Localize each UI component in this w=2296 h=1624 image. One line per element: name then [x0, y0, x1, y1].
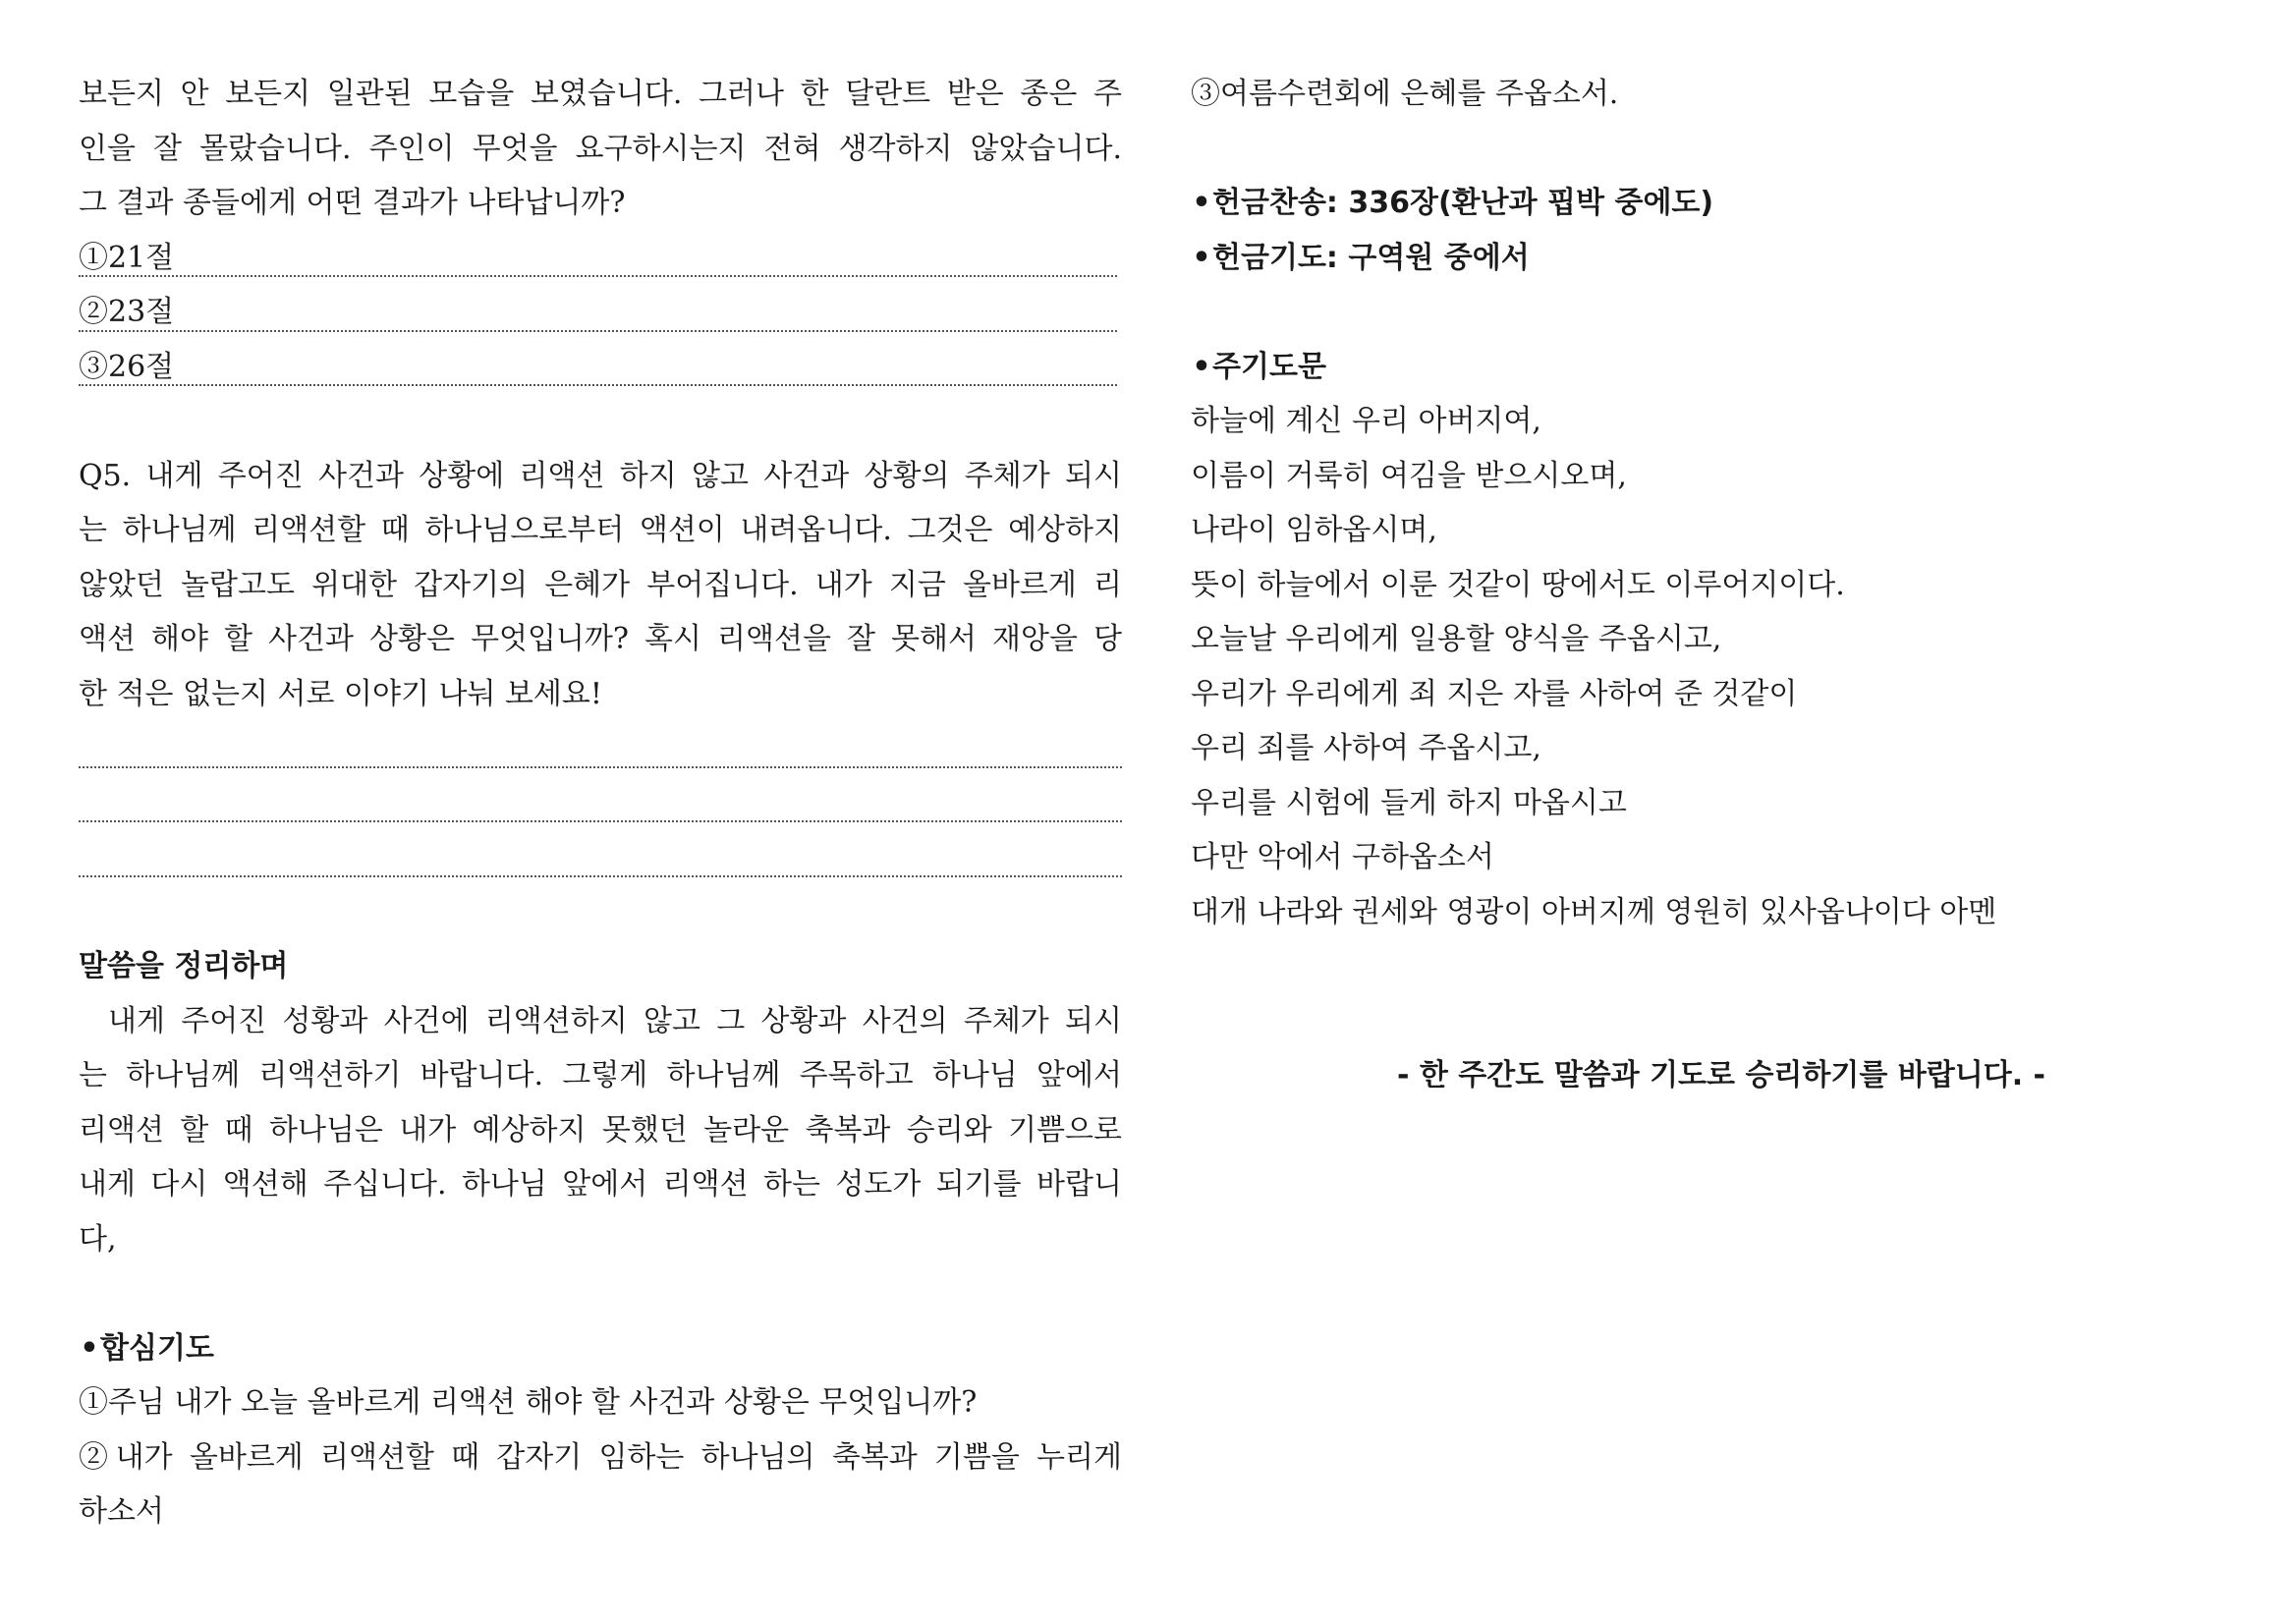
q5-line: 않았던 놀랍고도 위대한 갑자기의 은혜가 부어집니다. 내가 지금 올바르게 리 [79, 567, 1122, 602]
answer-line-23[interactable] [79, 285, 1117, 340]
lords-prayer-line: 나라이 임하옵시며, [1191, 513, 1437, 547]
summary-line: 내게 다시 액션해 주십니다. 하나님 앞에서 리액션 하는 성도가 되기를 바랍니 [79, 1167, 1122, 1202]
spacer [79, 394, 1122, 449]
discussion-line[interactable] [79, 721, 1122, 776]
q5-line: 는 하나님께 리액션할 때 하나님으로부터 액션이 내려옵니다. 그것은 예상하지 [79, 513, 1122, 547]
answer-label: ①21절 [79, 240, 175, 275]
spacer [1191, 285, 2252, 340]
offering-hymn-label: 헌금찬송: 336장(환난과 핍박 중에도) [1212, 186, 1714, 220]
lords-prayer-line: 뜻이 하늘에서 이룬 것같이 땅에서도 이루어지이다. [1191, 567, 1845, 602]
discussion-line[interactable] [79, 830, 1122, 885]
q5-line: 액션 해야 할 사건과 상황은 무엇입니까? 혹시 리액션을 잘 못해서 재앙을 당 [79, 622, 1122, 656]
summary-heading: 말씀을 정리하며 [79, 949, 289, 983]
prayer-heading [79, 1321, 1122, 1376]
lords-prayer-line: 우리가 우리에게 죄 지은 자를 사하여 준 것같이 [1191, 676, 1798, 711]
lords-prayer-line: 우리를 시험에 들게 하지 마옵시고 [1191, 785, 1627, 820]
spacer [1191, 994, 2252, 1049]
lords-prayer-heading-label: 주기도문 [1212, 349, 1326, 384]
left-column [79, 67, 1122, 1540]
right-column [1191, 67, 2252, 1103]
summary-line: 다, [79, 1221, 117, 1257]
lords-prayer-line: 다만 악에서 구하옵소서 [1191, 840, 1494, 874]
bullet-icon: • [80, 1330, 99, 1366]
intro-line: 그 결과 종들에게 어떤 결과가 나타납니까? [79, 186, 626, 220]
prayer-line: 하소서 [79, 1494, 164, 1529]
lords-prayer-line: 오늘날 우리에게 일용할 양식을 주옵시고, [1191, 622, 1722, 656]
lords-prayer-line: 우리 죄를 사하여 주옵시고, [1191, 731, 1541, 765]
discussion-line[interactable] [79, 776, 1122, 831]
summary-line: 는 하나님께 리액션하기 바랍니다. 그렇게 하나님께 주목하고 하나님 앞에서 [79, 1058, 1122, 1092]
answer-label: ③26절 [79, 349, 175, 384]
q5-line: 한 적은 없는지 서로 이야기 나눠 보세요! [79, 676, 602, 711]
lords-prayer-line: 대개 나라와 권세와 영광이 아버지께 영원히 있사옵나이다 아멘 [1191, 894, 1997, 929]
lords-prayer-heading [1191, 340, 2252, 395]
spacer [79, 1266, 1122, 1321]
spacer [1191, 939, 2252, 994]
prayer-line: ③여름수련회에 은혜를 주옵소서. [1191, 77, 1619, 111]
answer-label: ②23절 [79, 295, 175, 329]
answer-line-26[interactable] [79, 340, 1117, 395]
lords-prayer-line: 이름이 거룩히 여김을 받으시오며, [1191, 458, 1627, 493]
offering-hymn [1191, 176, 2252, 231]
q5-line: Q5. 내게 주어진 사건과 상황에 리액션 하지 않고 사건과 상황의 주체가 되시 [79, 458, 1122, 493]
answer-line-21[interactable] [79, 231, 1117, 286]
closing-message: - 한 주간도 말씀과 기도로 승리하기를 바랍니다. - [1396, 1058, 2046, 1092]
bullet-icon: • [1192, 186, 1211, 220]
spacer [1191, 122, 2252, 177]
offering-prayer [1191, 231, 2252, 286]
intro-line: 보든지 안 보든지 일관된 모습을 보였습니다. 그러나 한 달란트 받은 종은 주 [79, 77, 1122, 111]
summary-line: 리액션 할 때 하나님은 내가 예상하지 못했던 놀라운 축복과 승리와 기쁨으로 [79, 1112, 1122, 1148]
summary-line: 내게 주어진 성황과 사건에 리액션하지 않고 그 상황과 사건의 주체가 되시 [108, 1003, 1122, 1038]
offering-prayer-label: 헌금기도: 구역원 중에서 [1212, 240, 1530, 275]
lords-prayer-line: 하늘에 계신 우리 아버지여, [1191, 404, 1541, 438]
spacer [79, 885, 1122, 940]
prayer-line: ①주님 내가 오늘 올바르게 리액션 해야 할 사건과 상황은 무엇입니까? [79, 1385, 978, 1420]
bullet-icon: • [1192, 349, 1211, 384]
prayer-line: ②내가 올바르게 리액션할 때 갑자기 임하는 하나님의 축복과 기쁨을 누리게 [79, 1439, 1122, 1475]
bullet-icon: • [1192, 240, 1211, 275]
prayer-heading-label: 합심기도 [100, 1330, 214, 1366]
intro-line: 인을 잘 몰랐습니다. 주인이 무엇을 요구하시는지 전혀 생각하지 않았습니다. [79, 131, 1122, 166]
